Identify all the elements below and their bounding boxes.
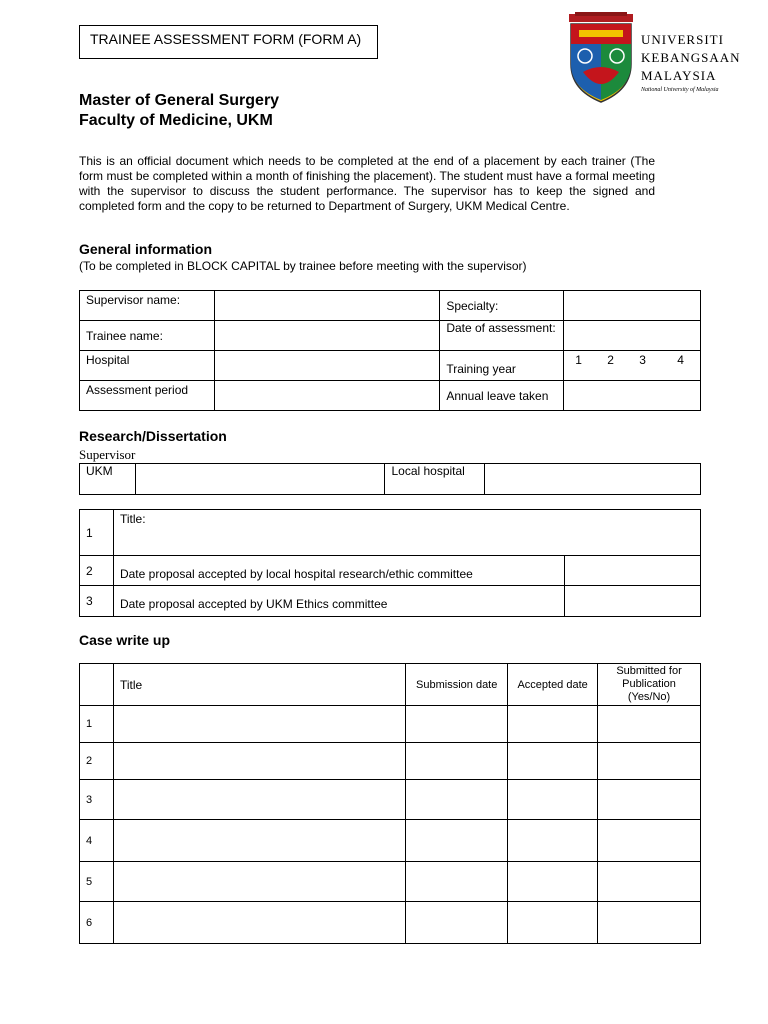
ukm-crest-icon: [565, 12, 637, 106]
general-note: (To be completed in BLOCK CAPITAL by trainee before meeting with the supervisor): [79, 259, 527, 273]
local-hospital-label: Local hospital: [385, 464, 485, 495]
case-title-field[interactable]: [113, 862, 405, 902]
university-line-1: UNIVERSITI: [641, 32, 724, 47]
research-row-number: 1: [80, 510, 114, 556]
table-row: [80, 820, 701, 862]
university-line-2: KEBANGSAAN: [641, 50, 741, 65]
research-row-number: 2: [80, 556, 114, 586]
case-title-field[interactable]: [113, 820, 405, 862]
year-option-3[interactable]: 3: [639, 353, 646, 367]
case-accepted-field[interactable]: [508, 780, 598, 820]
table-row: [80, 291, 701, 321]
case-submission-field[interactable]: [406, 902, 508, 944]
supervisor-name-field[interactable]: [214, 291, 439, 321]
page-title: [79, 91, 279, 131]
case-title-field[interactable]: [113, 780, 405, 820]
research-details-table: [79, 509, 701, 617]
case-title-field[interactable]: [113, 743, 405, 780]
case-published-field[interactable]: [598, 902, 701, 944]
case-col-title: Title: [113, 664, 405, 706]
ukm-supervisor-field[interactable]: [135, 464, 385, 495]
trainee-name-label: Trainee name:: [80, 321, 215, 351]
research-heading: Research/Dissertation: [79, 428, 227, 444]
form-title-box: [79, 25, 378, 59]
supervisor-name-label: Supervisor name:: [80, 291, 215, 321]
table-row: [80, 381, 701, 411]
hospital-field[interactable]: [214, 351, 439, 381]
annual-leave-field[interactable]: [564, 381, 701, 411]
year-option-4[interactable]: 4: [677, 353, 684, 367]
form-title: TRAINEE ASSESSMENT FORM (FORM A): [90, 31, 362, 47]
case-title-field[interactable]: [113, 902, 405, 944]
case-row-number: 4: [80, 820, 114, 862]
case-published-field[interactable]: [598, 820, 701, 862]
case-heading: Case write up: [79, 632, 171, 648]
case-submission-field[interactable]: [406, 862, 508, 902]
date-of-assessment-field[interactable]: [564, 321, 701, 351]
table-row: [80, 321, 701, 351]
case-submission-field[interactable]: [406, 820, 508, 862]
university-line-3: MALAYSIA: [641, 68, 717, 83]
case-submission-field[interactable]: [406, 743, 508, 780]
case-col-published: Submitted for Publication (Yes/No): [598, 664, 701, 706]
title-line-1: Master of General Surgery: [79, 92, 280, 109]
case-published-field[interactable]: [598, 706, 701, 743]
case-header-blank: [80, 664, 114, 706]
case-accepted-field[interactable]: [508, 862, 598, 902]
research-row-number: 3: [80, 586, 114, 617]
table-row: [80, 510, 701, 556]
supervisor-label: Supervisor: [79, 447, 136, 462]
research-local-ethics-date-field[interactable]: [565, 556, 701, 586]
case-title-field[interactable]: [113, 706, 405, 743]
case-row-number: 3: [80, 780, 114, 820]
table-row: [80, 780, 701, 820]
case-accepted-field[interactable]: [508, 820, 598, 862]
specialty-label: Specialty:: [440, 291, 564, 321]
table-row: [80, 743, 701, 780]
annual-leave-label: Annual leave taken: [440, 381, 564, 411]
case-published-field[interactable]: [598, 743, 701, 780]
year-option-1[interactable]: 1: [575, 353, 582, 367]
case-submission-field[interactable]: [406, 780, 508, 820]
research-local-ethics-label: Date proposal accepted by local hospital research/ethic committee: [113, 556, 564, 586]
table-row: [80, 556, 701, 586]
table-row: [80, 351, 701, 381]
research-supervisor-table: [79, 463, 701, 495]
case-row-number: 2: [80, 743, 114, 780]
local-hospital-supervisor-field[interactable]: [485, 464, 701, 495]
case-accepted-field[interactable]: [508, 706, 598, 743]
table-row: [80, 664, 701, 706]
intro-paragraph: This is an official document which needs to be completed at the end of a placement by each trainer (The form must be completed within a month of finishing the placement). The student must have a formal meeting with the supervisor to discuss the student performance. The supervisor has to keep the signed and completed form and the copy to be returned to Department of Surgery, UKM Medical Centre.: [79, 154, 655, 213]
title-line-2: Faculty of Medicine, UKM: [79, 112, 273, 129]
date-of-assessment-label: Date of assessment:: [440, 321, 564, 351]
general-heading: General information: [79, 241, 213, 257]
research-ukm-ethics-date-field[interactable]: [565, 586, 701, 617]
general-info-table: [79, 290, 701, 411]
case-row-number: 1: [80, 706, 114, 743]
training-year-label: Training year: [440, 351, 564, 381]
ukm-label: UKM: [80, 464, 136, 495]
training-year-options: [564, 351, 701, 381]
case-submission-field[interactable]: [406, 706, 508, 743]
table-row: [80, 586, 701, 617]
table-row: [80, 706, 701, 743]
case-published-field[interactable]: [598, 780, 701, 820]
table-row: [80, 862, 701, 902]
research-title-label[interactable]: Title:: [113, 510, 700, 556]
trainee-name-field[interactable]: [214, 321, 439, 351]
case-accepted-field[interactable]: [508, 743, 598, 780]
university-name: [641, 31, 741, 85]
assessment-period-field[interactable]: [214, 381, 439, 411]
assessment-period-label: Assessment period: [80, 381, 215, 411]
research-ukm-ethics-label: Date proposal accepted by UKM Ethics committee: [113, 586, 564, 617]
case-accepted-field[interactable]: [508, 902, 598, 944]
specialty-field[interactable]: [564, 291, 701, 321]
table-row: [80, 902, 701, 944]
university-subtitle: National University of Malaysia: [641, 87, 719, 93]
case-published-field[interactable]: [598, 862, 701, 902]
case-row-number: 5: [80, 862, 114, 902]
table-row: [80, 464, 701, 495]
case-row-number: 6: [80, 902, 114, 944]
case-writeup-table: [79, 663, 701, 944]
year-option-2[interactable]: 2: [607, 353, 614, 367]
case-col-submission: Submission date: [406, 664, 508, 706]
case-col-accepted: Accepted date: [508, 664, 598, 706]
hospital-label: Hospital: [80, 351, 215, 381]
